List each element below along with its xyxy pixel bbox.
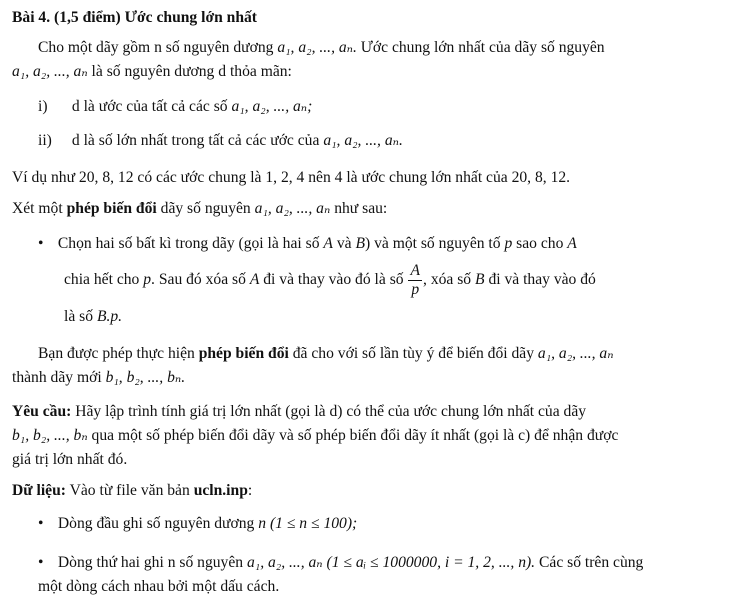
- rule-text: , xóa số: [423, 271, 472, 288]
- requirement-text: Hãy lập trình tính giá trị lớn nhất (gọi là d) có thể của ước chung lớn nhất của dãy: [75, 403, 587, 420]
- transform-text: Xét một: [12, 200, 63, 217]
- sequence-a: a₁, a₂, ..., aₙ.: [323, 132, 403, 149]
- requirement-line-2: [12, 426, 618, 445]
- rule-text: . Sau đó xóa số: [151, 271, 246, 288]
- rule-line-3: [64, 307, 122, 326]
- sequence-a: a₁, a₂, ..., aₙ.: [277, 39, 357, 56]
- rule-text: chia hết cho: [64, 271, 140, 288]
- bullet-icon: •: [38, 235, 44, 252]
- spec-text: Dòng thứ hai ghi n số nguyên: [57, 554, 244, 571]
- intro-line-2: [12, 62, 292, 81]
- sequence-a: a₁, a₂, ..., aₙ: [537, 345, 614, 362]
- rule-text: đi và thay vào đó: [488, 271, 596, 288]
- transform-term: phép biến đổi: [66, 200, 157, 217]
- intro-text-3: là số nguyên dương d thỏa mãn:: [91, 63, 292, 80]
- spec-constraint: a₁, a₂, ..., aₙ (1 ≤ aᵢ ≤ 1000000, i = 1, 2, ..., n).: [246, 554, 536, 571]
- input-text: Vào từ file văn bản: [69, 482, 190, 499]
- spec-text: Dòng đầu ghi số nguyên dương: [57, 515, 255, 532]
- problem-heading: Bài 4. (1,5 điểm) Ước chung lớn nhất: [12, 9, 257, 26]
- fraction-a-over-p: [408, 262, 422, 299]
- sequence-a: a₁, a₂, ..., aₙ: [12, 63, 88, 80]
- var-p: p: [504, 235, 513, 252]
- allowed-text: đã cho với số lần tùy ý để biến đổi dãy: [292, 345, 534, 362]
- rule-text: ) và một số nguyên tố: [365, 235, 501, 252]
- condition-marker: ii): [38, 132, 52, 149]
- condition-1: [38, 97, 312, 116]
- input-text: :: [247, 482, 253, 499]
- allowed-text: thành dãy mới: [12, 369, 102, 386]
- var-a: A: [567, 235, 577, 252]
- rule-text: và: [336, 235, 352, 252]
- rule-text: Chọn hai số bất kì trong dãy (gọi là hai số: [57, 235, 320, 252]
- var-bp: B.p.: [96, 308, 123, 325]
- transform-term: phép biến đổi: [198, 345, 289, 362]
- allowed-text: Bạn được phép thực hiện: [38, 345, 195, 362]
- condition-text: d là ước của tất cả các số: [71, 98, 228, 115]
- rule-text: đi và thay vào đó là số: [263, 271, 404, 288]
- condition-text: d là số lớn nhất trong tất cả các ước của: [71, 132, 320, 149]
- spec-text: Các số trên cùng: [539, 554, 644, 571]
- var-b: B: [355, 235, 365, 252]
- input-line-1-spec: [38, 514, 357, 533]
- requirement-line-3: giá trị lớn nhất đó.: [12, 451, 128, 468]
- sequence-b: b₁, b₂, ..., bₙ: [12, 427, 88, 444]
- allowed-line-1: [38, 344, 614, 363]
- transform-line: [12, 199, 387, 218]
- sequence-a: a₁, a₂, ..., aₙ: [254, 200, 331, 217]
- var-a: A: [323, 235, 333, 252]
- requirement-text: qua một số phép biến đổi dãy và số phép biến đổi dãy ít nhất (gọi là c) để nhận được: [91, 427, 619, 444]
- var-b: B: [475, 271, 485, 288]
- fraction-numerator: A: [410, 262, 421, 279]
- rule-line-2: [64, 262, 596, 299]
- condition-2: [38, 131, 403, 150]
- transform-text: dãy số nguyên: [160, 200, 251, 217]
- sequence-b: b₁, b₂, ..., bₙ.: [105, 369, 186, 386]
- condition-marker: i): [38, 98, 48, 115]
- input-line-2-cont: một dòng cách nhau bởi một dấu cách.: [38, 578, 280, 595]
- input-line: [12, 481, 252, 500]
- rule-line-1: [38, 234, 577, 253]
- rule-text: là số: [64, 308, 94, 325]
- intro-text-2: Ước chung lớn nhất của dãy số nguyên: [360, 39, 605, 56]
- input-filename: ucln.inp: [193, 482, 248, 499]
- rule-text: sao cho: [516, 235, 564, 252]
- example-line: Ví dụ như 20, 8, 12 có các ước chung là 1, 2, 4 nên 4 là ước chung lớn nhất của 20, 8, 12.: [12, 169, 571, 186]
- sequence-a: a₁, a₂, ..., aₙ;: [231, 98, 313, 115]
- intro-line-1: [38, 38, 605, 57]
- transform-text: như sau:: [334, 200, 388, 217]
- bullet-icon: •: [38, 515, 44, 532]
- input-label: Dữ liệu:: [12, 482, 66, 499]
- bullet-icon: •: [38, 554, 44, 571]
- requirement-label: Yêu cầu:: [12, 403, 72, 420]
- fraction-denominator: p: [411, 280, 420, 298]
- spec-constraint: n (1 ≤ n ≤ 100);: [258, 515, 358, 532]
- requirement-line-1: [12, 402, 586, 421]
- allowed-line-2: [12, 368, 185, 387]
- var-p: p: [143, 271, 152, 288]
- var-a: A: [249, 271, 260, 288]
- input-line-2-spec: [38, 553, 643, 572]
- intro-text-1: Cho một dãy gồm n số nguyên dương: [38, 39, 274, 56]
